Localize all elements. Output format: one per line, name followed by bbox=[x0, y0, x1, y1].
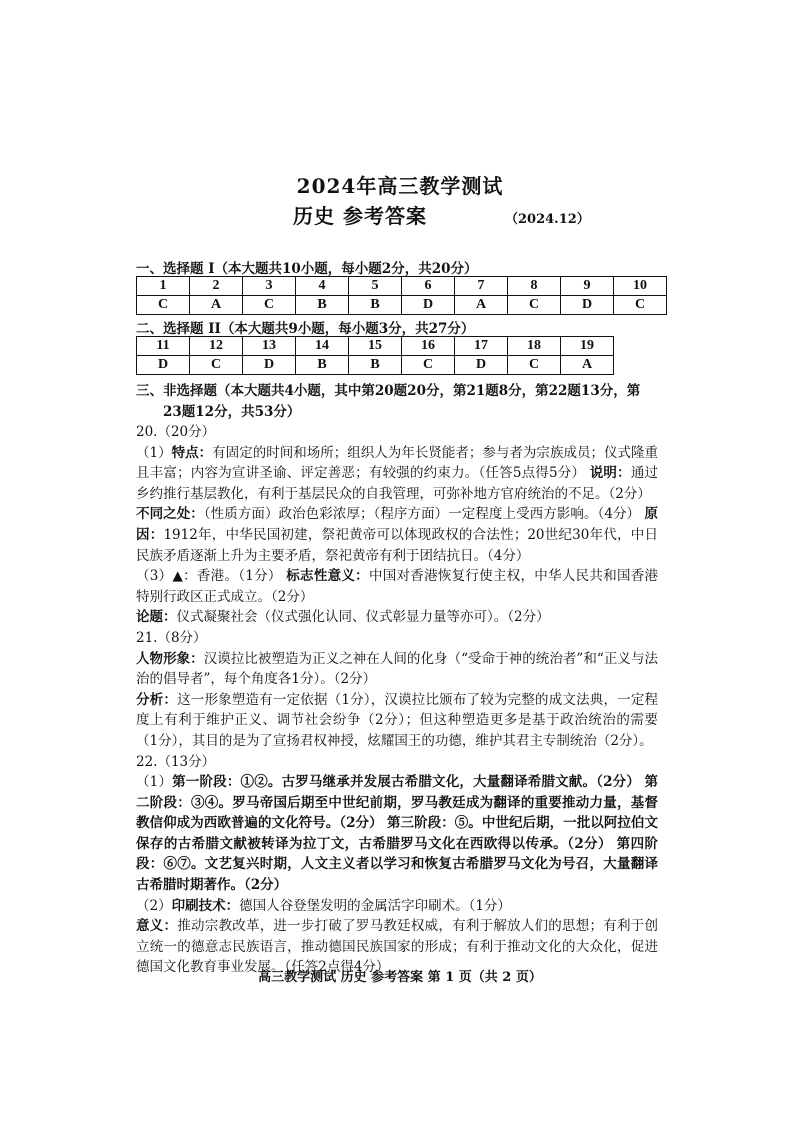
question-number-cell: 17 bbox=[455, 337, 508, 356]
answer-cell: C bbox=[402, 356, 455, 375]
triangle-blank-icon: ▲ bbox=[172, 568, 184, 585]
question-number-cell: 15 bbox=[349, 337, 402, 356]
question-number-cell: 13 bbox=[243, 337, 296, 356]
section1-note: （本大题共10小题，每小题2分，共20分） bbox=[214, 261, 478, 277]
section3-heading bbox=[136, 379, 640, 399]
answer-table-number-row bbox=[137, 277, 667, 296]
answer-cell: D bbox=[243, 356, 296, 375]
page-title: 2024年高三教学测试 bbox=[296, 174, 504, 198]
q21-header: 21.（8分） bbox=[136, 629, 207, 646]
section2-title: 二、选择题 II bbox=[136, 321, 221, 337]
answer-cell: D bbox=[455, 356, 508, 375]
answer-cell: A bbox=[455, 296, 508, 315]
q20-reason-text: 1912年，中华民国初建，祭祀黄帝可以体现政权的合法性；20世纪30年代，中日民族矛盾逐渐上升为主要矛盾，祭祀黄帝有利于团结抗日。（4分） bbox=[136, 526, 659, 564]
q21-image-label: 人物形象： bbox=[136, 650, 204, 667]
part-prefix: （1） bbox=[136, 774, 173, 791]
q22-stage1-label: 第一阶段： bbox=[172, 774, 241, 791]
answer-cell: C bbox=[614, 296, 667, 315]
answer-cell: A bbox=[190, 296, 243, 315]
answer-cell: A bbox=[561, 356, 614, 375]
section1-answer-table bbox=[136, 276, 667, 315]
q20-part4 bbox=[136, 607, 658, 628]
answer-table-answer-row bbox=[137, 356, 614, 375]
q21-image-text: 汉谟拉比被塑造为正义之神在人间的化身（“受命于神的统治者”和“正义与法治的倡导者”，每个角度各1分）。（2分） bbox=[136, 650, 658, 688]
q22-stage2-text: ③④。罗马帝国后期至中世纪前期，罗马教廷成为翻译的重要推动力量，基督教信仰成为西欧普遍的文化符号。（2分） bbox=[136, 794, 659, 832]
question-number-cell: 11 bbox=[137, 337, 190, 356]
question-number-cell: 1 bbox=[137, 277, 190, 296]
answer-cell: C bbox=[508, 296, 561, 315]
answer-cell: B bbox=[349, 296, 402, 315]
part-prefix: （1） bbox=[136, 444, 172, 461]
question-number-cell: 14 bbox=[296, 337, 349, 356]
section3-title: 三、非选择题 bbox=[136, 383, 217, 399]
answer-cell: C bbox=[508, 356, 561, 375]
q22-significance-label: 意义： bbox=[136, 918, 178, 935]
question-number-cell: 7 bbox=[455, 277, 508, 296]
answer-cell: C bbox=[190, 356, 243, 375]
q21-analysis-label: 分析： bbox=[136, 691, 178, 708]
q22-stage4-text: ⑥⑦。文艺复兴时期，人文主义者以学习和恢复古希腊罗马文化为号召，大量翻译古希腊时期著作。（2分） bbox=[136, 856, 659, 894]
q22-significance-text: 推动宗教改革，进一步打破了罗马教廷权威，有利于解放人们的思想；有利于创立统一的德意志民族语言，推动德国民族国家的形成；有利于推动文化的大众化，促进德国文化教育事业发展。（任答2点得4分） bbox=[136, 918, 659, 976]
question-number-cell: 16 bbox=[402, 337, 455, 356]
q22-stage3-text: ⑤。中世纪后期，一批以阿拉伯文保存的古希腊文献被转译为拉丁文，古希腊罗马文化在西欧得以传承。（2分） bbox=[136, 815, 658, 852]
answer-cell: D bbox=[402, 296, 455, 315]
q22-stage1-text: ①②。古罗马继承并发展古希腊文化，大量翻译希腊文献。（2分） bbox=[240, 774, 641, 791]
q20-differences-text: （性质方面）政治色彩浓厚；（程序方面）一定程度上受西方影响。（4分） bbox=[203, 506, 641, 523]
q20-significance-label: 标志性意义： bbox=[286, 568, 369, 585]
question-number-cell: 9 bbox=[561, 277, 614, 296]
question-number-cell: 4 bbox=[296, 277, 349, 296]
q22-part1 bbox=[136, 772, 658, 896]
answer-body bbox=[136, 422, 658, 978]
exam-date: （2024.12） bbox=[505, 212, 590, 227]
q20-differences-label: 不同之处： bbox=[136, 506, 204, 523]
answer-table-number-row bbox=[137, 337, 614, 356]
page-footer: 高三教学测试 历史 参考答案 第 1 页（共 2 页） bbox=[258, 970, 542, 985]
answer-cell: B bbox=[349, 356, 402, 375]
q20-explain-text: 通过乡约推行基层教化，有利于基层民众的自我管理，可弥补地方官府统治的不足。（2分） bbox=[136, 465, 659, 502]
answer-cell: D bbox=[137, 356, 190, 375]
q20-features-text: 有固定的时间和场所；组织人为年长贤能者；参与者为宗族成员；仪式隆重且丰富；内容为宣讲圣谕、评定善恶；有较强的约束力。（任答5点得5分） bbox=[136, 444, 659, 482]
q22-header: 22.（13分） bbox=[136, 753, 216, 770]
question-number-cell: 2 bbox=[190, 277, 243, 296]
q22-part2 bbox=[136, 896, 658, 917]
section2-note: （本大题共9小题，每小题3分，共27分） bbox=[220, 321, 475, 337]
part-prefix: （3） bbox=[136, 568, 173, 585]
answer-table-answer-row bbox=[137, 296, 667, 315]
q21-part1 bbox=[136, 649, 658, 690]
question-number-cell: 19 bbox=[561, 337, 614, 356]
answer-cell: B bbox=[296, 356, 349, 375]
q20-part1 bbox=[136, 443, 658, 505]
part-prefix: （2） bbox=[136, 897, 172, 914]
section2-heading bbox=[136, 317, 474, 337]
q20-significance-text: 中国对香港恢复行使主权，中华人民共和国香港特别行政区正式成立。（2分） bbox=[136, 568, 659, 605]
page-subtitle: 历史 参考答案 bbox=[293, 204, 427, 228]
question-number-cell: 8 bbox=[508, 277, 561, 296]
q22-printing-label: 印刷技术： bbox=[171, 897, 240, 914]
answer-cell: C bbox=[137, 296, 190, 315]
question-number-cell: 12 bbox=[190, 337, 243, 356]
answer-cell: C bbox=[243, 296, 296, 315]
q20-explain-label: 说明： bbox=[589, 465, 631, 482]
answer-cell: D bbox=[561, 296, 614, 315]
q20-part3 bbox=[136, 566, 658, 607]
section3-note-line2: 23题12分，共53分） bbox=[163, 404, 301, 420]
q22-stage4-label: 第四阶段： bbox=[136, 835, 658, 873]
question-number-cell: 5 bbox=[349, 277, 402, 296]
section1-title: 一、选择题 I bbox=[136, 261, 215, 277]
q20-features-label: 特点： bbox=[171, 444, 213, 461]
question-number-cell: 3 bbox=[243, 277, 296, 296]
question-number-cell: 18 bbox=[508, 337, 561, 356]
section2-answer-table bbox=[136, 336, 614, 375]
q21-part2 bbox=[136, 690, 658, 752]
question-number-cell: 6 bbox=[402, 277, 455, 296]
q22-stage2-label: 第二阶段： bbox=[136, 774, 659, 811]
section1-heading bbox=[136, 257, 477, 277]
q20-part2 bbox=[136, 504, 658, 566]
question-number-cell: 10 bbox=[614, 277, 667, 296]
q20-header: 20.（20分） bbox=[136, 424, 216, 440]
answer-cell: B bbox=[296, 296, 349, 315]
q20-thesis-text: 仪式凝聚社会（仪式强化认同、仪式彰显力量等亦可）。（2分） bbox=[176, 609, 550, 626]
q22-stage3-label: 第三阶段： bbox=[386, 815, 455, 832]
q20-blank-answer: ：香港。（1分） bbox=[183, 568, 282, 585]
q22-printing-text: 德国人谷登堡发明的金属活字印刷术。（1分） bbox=[239, 897, 511, 914]
q20-reason-label: 原因： bbox=[136, 506, 659, 543]
q20-thesis-label: 论题： bbox=[136, 609, 177, 626]
q21-analysis-text: 这一形象塑造有一定依据（1分），汉谟拉比颁布了较为完整的成文法典，一定程度上有利于维护正义、调节社会纷争（2分）；但这种塑造更多是基于政治统治的需要（1分），其目的是为了宣扬君权神授，炫耀国王的功德，维护其君主专制统治（2分）。 bbox=[136, 691, 659, 749]
section3-note-line1: （本大题共4小题，其中第20题20分，第21题8分，第22题13分，第 bbox=[217, 383, 641, 399]
